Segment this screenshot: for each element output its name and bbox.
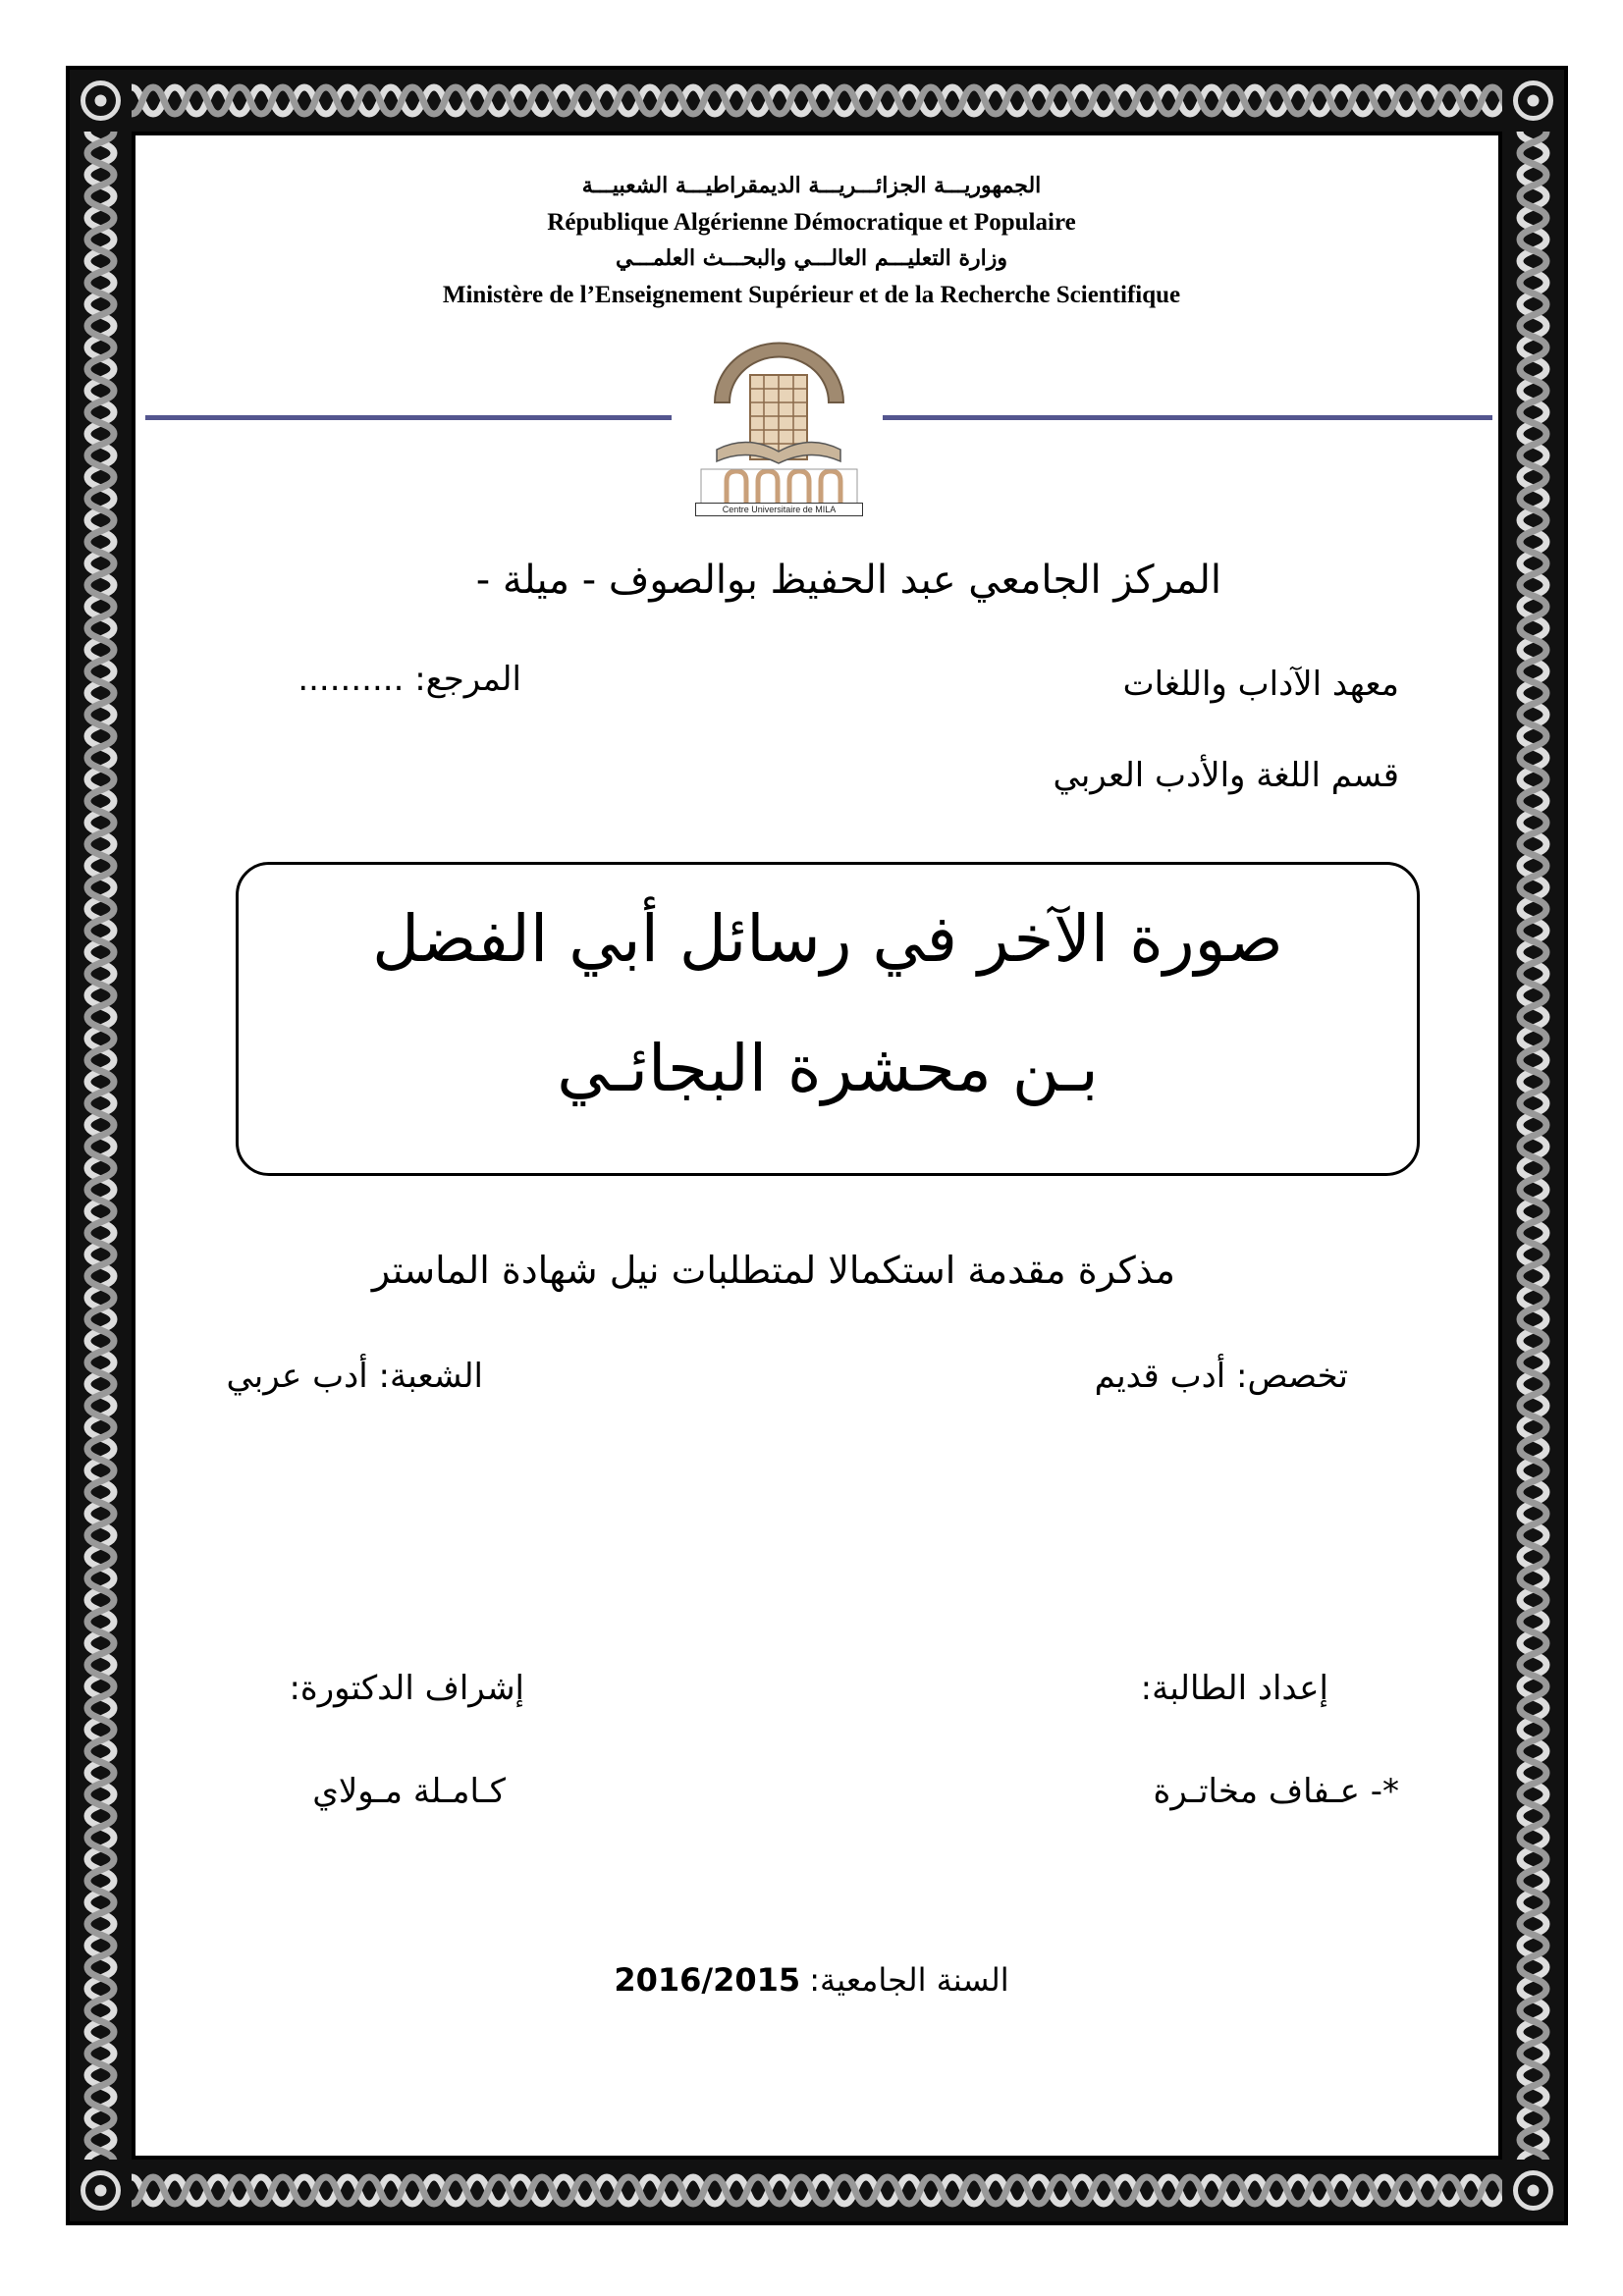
academic-year-value: 2016/2015 (614, 1961, 801, 1999)
border-braid-bottom (132, 2163, 1502, 2217)
university-center-name: المركز الجامعي عبد الحفيظ بوالصوف - ميلة - (475, 558, 1221, 603)
border-braid-top (132, 74, 1502, 128)
branch-field: الشعبة: أدب عربي (226, 1357, 483, 1396)
corner-ornament-bottom-right (1506, 2163, 1560, 2217)
republic-name-arabic: الجمهوريـــة الجزائـــريـــة الديمقراطيـــة الشعبيـــة (581, 173, 1042, 198)
reference-field: المرجع: .......... (298, 660, 521, 699)
border-braid-right (1506, 132, 1560, 2160)
ministry-name-french: Ministère de l’Enseignement Supérieur et de la Recherche Scientifique (442, 282, 1181, 308)
specialty-field: تخصص: أدب قديم (1094, 1357, 1348, 1396)
university-logo (693, 324, 865, 520)
student-name: *- عـفاف مخاتـرة (1153, 1772, 1399, 1811)
supervisor-label: إشراف الدكتورة: (289, 1669, 524, 1708)
border-braid-left (74, 132, 128, 2160)
institute-name: معهد الآداب واللغات (1122, 665, 1399, 704)
republic-name-french: République Algérienne Démocratique et Populaire (547, 209, 1076, 236)
supervisor-name: كـامـلة مـولاي (312, 1772, 506, 1811)
student-label: إعداد الطالبة: (1140, 1669, 1328, 1708)
academic-year (0, 1961, 1623, 1999)
thesis-title-line-2: بـن محشرة البجائـي (557, 1031, 1099, 1106)
corner-ornament-top-right (1506, 74, 1560, 128)
corner-ornament-top-left (74, 74, 128, 128)
logo-caption: Centre Universitaire de MILA (695, 503, 863, 516)
corner-ornament-bottom-left (74, 2163, 128, 2217)
thesis-subtitle: مذكرة مقدمة استكمالا لمتطلبات نيل شهادة الماستر (371, 1249, 1175, 1292)
department-name: قسم اللغة والأدب العربي (1053, 756, 1399, 795)
header-divider-left (145, 415, 672, 420)
thesis-title-line-1: صورة الآخر في رسائل أبي الفضل (372, 901, 1283, 977)
academic-year-label: السنة الجامعية: (809, 1961, 1009, 1999)
ministry-name-arabic: وزارة التعليـــم العالـــي والبحـــث العلمـــي (616, 245, 1007, 271)
header-divider-right (883, 415, 1492, 420)
